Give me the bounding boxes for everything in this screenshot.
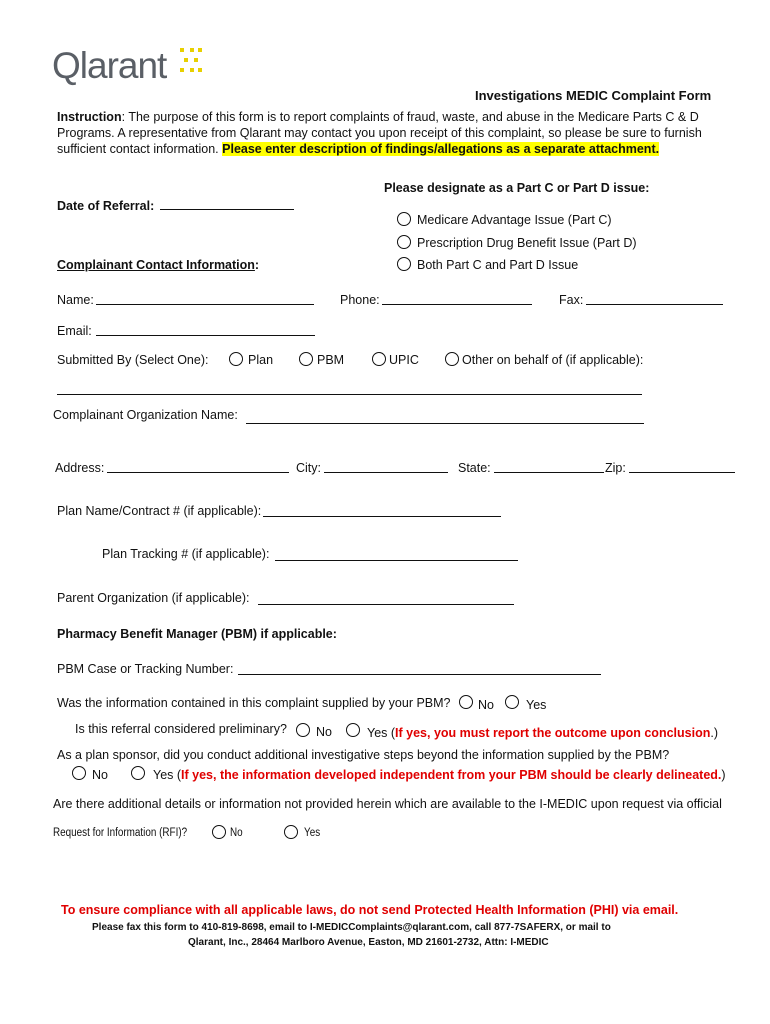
q4-yes-label: Yes — [304, 827, 321, 839]
instruction-line-1: Instruction: The purpose of this form is to report complaints of fraud, waste, and abuse in the Medicare Parts C & D — [57, 110, 699, 124]
city-label: City: — [296, 461, 321, 475]
q4-no-radio[interactable] — [212, 825, 226, 839]
q3-no-radio[interactable] — [72, 766, 86, 780]
submitted-pbm-radio[interactable] — [299, 352, 313, 366]
q3-no-label: No — [92, 768, 108, 782]
part-c-radio[interactable] — [397, 212, 411, 226]
footer-contact-line-1: Please fax this form to 410-819-8698, email to I-MEDICComplaints@qlarant.com, call 877-7SAFERX, or mail to — [92, 922, 611, 933]
complainant-contact-heading: Complainant Contact Information: — [57, 258, 260, 272]
fax-field[interactable] — [586, 304, 723, 305]
q1-no-label: No — [478, 698, 494, 712]
date-of-referral-label: Date of Referral: — [57, 199, 155, 213]
parent-org-field[interactable] — [258, 604, 514, 605]
zip-label: Zip: — [605, 461, 626, 475]
submitted-by-label: Submitted By (Select One): — [57, 353, 209, 367]
phone-label: Phone: — [340, 293, 380, 307]
state-field[interactable] — [494, 472, 604, 473]
org-name-label: Complainant Organization Name: — [53, 408, 238, 422]
q4-yes-radio[interactable] — [284, 825, 298, 839]
address-label: Address: — [55, 461, 105, 475]
plan-tracking-field[interactable] — [275, 560, 518, 561]
instruction-line-2: Programs. A representative from Qlarant may contact you upon receipt of this complaint, so please be sure to furnish — [57, 126, 702, 140]
city-field[interactable] — [324, 472, 448, 473]
q1-yes-radio[interactable] — [505, 695, 519, 709]
submitted-upic-radio[interactable] — [372, 352, 386, 366]
q2-no-label: No — [316, 725, 332, 739]
q1-yes-label: Yes — [526, 698, 547, 712]
org-name-field[interactable] — [246, 423, 644, 424]
q1-no-radio[interactable] — [459, 695, 473, 709]
name-label: Name: — [57, 293, 94, 307]
q3-yes-radio[interactable] — [131, 766, 145, 780]
fax-label: Fax: — [559, 293, 584, 307]
part-designation-heading: Please designate as a Part C or Part D issue: — [384, 181, 650, 195]
q3-yes-label: Yes (If yes, the information developed independent from your PBM should be clearly delineated.) — [153, 768, 726, 782]
parent-org-label: Parent Organization (if applicable): — [57, 591, 250, 605]
plan-name-field[interactable] — [263, 516, 501, 517]
name-field[interactable] — [96, 304, 314, 305]
q3-note: If yes, the information developed independent from your PBM should be clearly delineated. — [181, 768, 722, 782]
pbm-heading: Pharmacy Benefit Manager (PBM) if applicable: — [57, 627, 337, 641]
instruction-highlight: Please enter description of findings/allegations as a separate attachment. — [222, 142, 660, 156]
submitted-upic-label: UPIC — [389, 353, 419, 367]
qlarant-logo: Qlarant — [52, 45, 167, 86]
q2-yes-label: Yes (If yes, you must report the outcome upon conclusion.) — [367, 726, 718, 740]
part-d-label: Prescription Drug Benefit Issue (Part D) — [417, 236, 637, 250]
email-label: Email: — [57, 324, 92, 338]
q4-rfi-label: Request for Information (RFI)? — [53, 827, 188, 839]
footer-contact-line-2: Qlarant, Inc., 28464 Marlboro Avenue, Easton, MD 21601-2732, Attn: I-MEDIC — [188, 937, 549, 948]
part-c-label: Medicare Advantage Issue (Part C) — [417, 213, 612, 227]
form-title: Investigations MEDIC Complaint Form — [475, 88, 712, 103]
q4-label: Are there additional details or information not provided herein which are available to the I-MEDIC upon request via official — [53, 797, 722, 811]
part-d-radio[interactable] — [397, 235, 411, 249]
both-parts-radio[interactable] — [397, 257, 411, 271]
address-field[interactable] — [107, 472, 289, 473]
state-label: State: — [458, 461, 491, 475]
submitted-plan-label: Plan — [248, 353, 274, 367]
q3-label: As a plan sponsor, did you conduct additional investigative steps beyond the information supplied by the PBM? — [57, 748, 670, 762]
q2-note: If yes, you must report the outcome upon conclusion — [395, 726, 711, 740]
q2-label: Is this referral considered preliminary? — [75, 722, 287, 736]
zip-field[interactable] — [629, 472, 735, 473]
submitted-plan-radio[interactable] — [229, 352, 243, 366]
phi-warning: To ensure compliance with all applicable laws, do not send Protected Health Information (PHI) via email. — [61, 903, 679, 917]
submitted-other-label: Other on behalf of (if applicable): — [462, 353, 644, 367]
instruction-line-3: sufficient contact information. Please enter description of findings/allegations as a separate attachment. — [57, 142, 660, 156]
submitted-other-radio[interactable] — [445, 352, 459, 366]
email-field[interactable] — [96, 335, 315, 336]
pbm-case-label: PBM Case or Tracking Number: — [57, 662, 234, 676]
submitted-other-field[interactable] — [57, 394, 642, 395]
q4-no-label: No — [230, 827, 243, 839]
date-of-referral-field[interactable] — [160, 209, 294, 210]
submitted-pbm-label: PBM — [317, 353, 345, 367]
both-parts-label: Both Part C and Part D Issue — [417, 258, 579, 272]
pbm-case-field[interactable] — [238, 674, 601, 675]
phone-field[interactable] — [382, 304, 532, 305]
q2-no-radio[interactable] — [296, 723, 310, 737]
q1-label: Was the information contained in this complaint supplied by your PBM? — [57, 696, 451, 710]
q2-yes-radio[interactable] — [346, 723, 360, 737]
plan-name-label: Plan Name/Contract # (if applicable): — [57, 504, 262, 518]
plan-tracking-label: Plan Tracking # (if applicable): — [102, 547, 270, 561]
